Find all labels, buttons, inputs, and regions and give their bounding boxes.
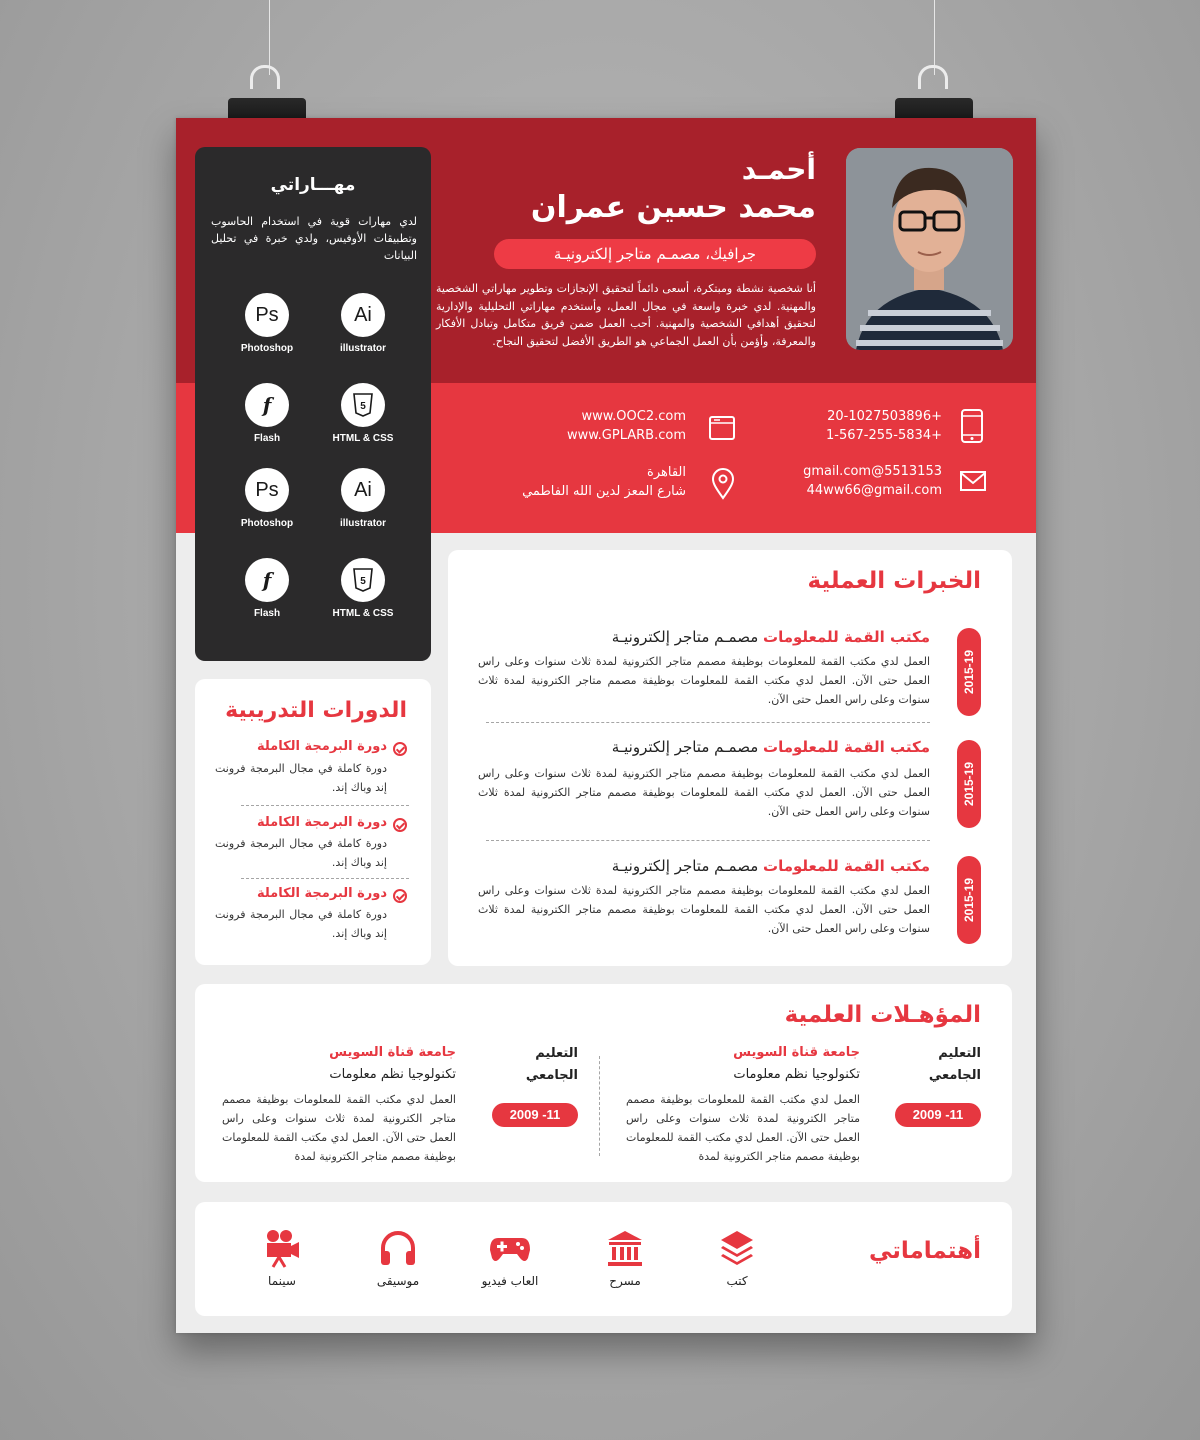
hanging-string-left xyxy=(269,0,270,75)
check-circle-icon xyxy=(393,889,407,903)
interest-label: مسرح xyxy=(609,1274,641,1288)
courses-card xyxy=(195,679,431,965)
course-name: دورة البرمجة الكاملة xyxy=(256,815,387,830)
hanging-string-right xyxy=(934,0,935,75)
interest-music xyxy=(353,1228,443,1288)
resume-paper xyxy=(176,118,1036,1333)
job-role: مصمـم متاجر إلكترونيـة xyxy=(611,628,759,646)
qualification-description: العمل لدي مكتب القمة للمعلومات بوظيفة مصمم متاجر الكترونية لمدة ثلاث سنوات وعلى راس العمل حتى الآن. العمل لدي مكتب القمة للمعلومات بوظيفة مصمم متاجر الكترونية لمدة xyxy=(222,1093,456,1163)
interest-cinema xyxy=(237,1228,327,1288)
skill-label: HTML & CSS xyxy=(332,433,394,444)
experience-years: 2015-19 xyxy=(957,740,981,828)
course-description: دورة كاملة في مجال البرمجة فرونت إند وباك إند. xyxy=(215,908,387,940)
binder-clip-wire-right xyxy=(918,65,948,89)
skill-label: HTML & CSS xyxy=(332,608,394,619)
address-city: القاهرة xyxy=(647,465,686,480)
major-name: تكنولوجيا نظم معلومات xyxy=(329,1067,456,1082)
experience-description: العمل لدي مكتب القمة للمعلومات بوظيفة مصمم متاجر الكترونية لمدة ثلاث سنوات وعلى راس العمل حتى الآن. العمل لدي مكتب القمة للمعلومات بوظيفة مصمم متاجر الكترونية لمدة ثلاث سنوات وعلى راس العمل حتى الآن. xyxy=(478,884,930,935)
svg-text:5: 5 xyxy=(360,576,366,587)
divider-vertical xyxy=(599,1056,600,1156)
interest-video-games xyxy=(465,1228,555,1288)
email-icon xyxy=(959,470,987,492)
email-2[interactable]: 44ww66@gmail.com xyxy=(806,483,942,498)
qualifications-title: المؤهـلات العلمية xyxy=(784,1002,981,1028)
html5-icon xyxy=(341,383,385,427)
layers-icon xyxy=(718,1228,756,1268)
skill-label: illustrator xyxy=(339,518,387,529)
experience-title: الخبرات العملية xyxy=(807,568,981,594)
illustrator-icon: Ai xyxy=(341,468,385,512)
divider xyxy=(486,722,930,723)
skill-photoshop xyxy=(217,468,317,529)
job-role: مصمـم متاجر إلكترونيـة xyxy=(611,857,759,875)
headphones-icon xyxy=(378,1228,418,1268)
email-1[interactable]: 5513153@gmail.com xyxy=(803,464,942,479)
skill-label: illustrator xyxy=(339,343,387,354)
check-circle-icon xyxy=(393,742,407,756)
phone-1[interactable]: +20-1027503896 xyxy=(827,409,942,424)
interests-title: أهتماماتي xyxy=(868,1238,981,1264)
divider xyxy=(241,805,409,806)
course-name: دورة البرمجة الكاملة xyxy=(256,886,387,901)
binder-clip-wire-left xyxy=(250,65,280,89)
job-role: مصمـم متاجر إلكترونيـة xyxy=(611,738,759,756)
phone-icon xyxy=(959,408,985,444)
qualification-description: العمل لدي مكتب القمة للمعلومات بوظيفة مصمم متاجر الكترونية لمدة ثلاث سنوات وعلى راس العمل حتى الآن. العمل لدي مكتب القمة للمعلومات بوظيفة مصمم متاجر الكترونية لمدة xyxy=(626,1093,860,1163)
check-circle-icon xyxy=(393,818,407,832)
bio-text: أنا شخصية نشطة ومبتكرة، أسعى دائماً لتحقيق الإنجازات وتطوير مهاراتي الشخصية والمهنية. لدي خبرة واسعة في مجال العمل، وأستخدم مهاراتي التحليلية والإدارية لتحقيق أهدافي الشخصية والمهنية. أحب العمل ضمن فريق متكامل وتبادل الأفكار والمعرفة، وأؤمن بأن العمل الجماعي هو الطريق الأفضل لتحقيق النجاح. xyxy=(436,282,816,348)
interest-theater xyxy=(580,1228,670,1288)
photoshop-icon: Ps xyxy=(245,468,289,512)
university-name: جامعة قناة السويس xyxy=(329,1045,456,1060)
skill-html-css xyxy=(313,383,413,444)
skill-photoshop xyxy=(217,293,317,354)
skill-label: Photoshop xyxy=(240,518,294,529)
experience-heading xyxy=(612,628,930,646)
website-1[interactable]: www.OOC2.com xyxy=(581,409,686,424)
skill-illustrator xyxy=(313,468,413,529)
flash-icon: f xyxy=(245,383,289,427)
divider xyxy=(486,840,930,841)
degree-label: التعليم الجامعي xyxy=(928,1046,981,1083)
skills-title: مهـــاراتي xyxy=(270,175,356,195)
illustrator-icon: Ai xyxy=(341,293,385,337)
job-title-badge: جرافيك، مصمـم متاجر إلكترونيـة xyxy=(494,239,816,269)
svg-text:5: 5 xyxy=(360,401,366,412)
interest-label: كتب xyxy=(726,1274,748,1288)
experience-years: 2015-19 xyxy=(957,628,981,716)
experience-heading xyxy=(612,857,930,875)
skill-illustrator xyxy=(313,293,413,354)
major-name: تكنولوجيا نظم معلومات xyxy=(733,1067,860,1082)
skills-panel xyxy=(195,147,431,661)
address-street: شارع المعز لدين الله الفاطمي xyxy=(522,484,686,499)
full-name: محمد حسين عمران xyxy=(530,190,816,225)
location-pin-icon xyxy=(710,468,736,500)
interest-label: العاب فيديو xyxy=(481,1274,539,1288)
experience-years: 2015-19 xyxy=(957,856,981,944)
skill-label: Flash xyxy=(253,608,281,619)
degree-label: التعليم الجامعي xyxy=(525,1046,578,1083)
interest-label: سينما xyxy=(268,1274,296,1288)
experience-description: العمل لدي مكتب القمة للمعلومات بوظيفة مصمم متاجر الكترونية لمدة ثلاث سنوات وعلى راس العمل حتى الآن. العمل لدي مكتب القمة للمعلومات بوظيفة مصمم متاجر الكترونية لمدة ثلاث سنوات وعلى راس العمل حتى الآن. xyxy=(478,655,930,706)
flash-icon: f xyxy=(245,558,289,602)
html5-icon xyxy=(341,558,385,602)
university-name: جامعة قناة السويس xyxy=(733,1045,860,1060)
theater-icon xyxy=(605,1228,645,1268)
courses-title: الدورات التدريبية xyxy=(225,698,407,723)
qualification-years: 2009 -11 xyxy=(492,1103,578,1127)
skill-label: Flash xyxy=(253,433,281,444)
website-2[interactable]: www.GPLARB.com xyxy=(566,428,686,443)
skill-label: Photoshop xyxy=(240,343,294,354)
experience-card xyxy=(448,550,1012,966)
phone-2[interactable]: +1-567-255-5834 xyxy=(826,428,942,443)
course-description: دورة كاملة في مجال البرمجة فرونت إند وباك إند. xyxy=(215,762,387,794)
profile-photo xyxy=(846,148,1013,350)
interest-books xyxy=(692,1228,782,1288)
camera-icon xyxy=(262,1228,302,1268)
company-name: مكتب القمة للمعلومات xyxy=(763,628,930,646)
skills-description: لدي مهارات قوية في استخدام الحاسوب وتطبيقات الأوفيس، ولدي خبرة في تحليل البيانات xyxy=(211,215,417,262)
experience-heading xyxy=(612,738,930,756)
browser-icon xyxy=(708,415,736,441)
interests-card xyxy=(195,1202,1012,1316)
qualifications-card xyxy=(195,984,1012,1182)
divider xyxy=(241,878,409,879)
experience-description: العمل لدي مكتب القمة للمعلومات بوظيفة مصمم متاجر الكترونية لمدة ثلاث سنوات وعلى راس العمل حتى الآن. العمل لدي مكتب القمة للمعلومات بوظيفة مصمم متاجر الكترونية لمدة ثلاث سنوات وعلى راس العمل حتى الآن. xyxy=(478,767,930,818)
company-name: مكتب القمة للمعلومات xyxy=(763,857,930,875)
interest-label: موسيقى xyxy=(376,1274,420,1288)
company-name: مكتب القمة للمعلومات xyxy=(763,738,930,756)
skill-flash xyxy=(217,383,317,444)
qualification-years: 2009 -11 xyxy=(895,1103,981,1127)
photoshop-icon: Ps xyxy=(245,293,289,337)
course-description: دورة كاملة في مجال البرمجة فرونت إند وباك إند. xyxy=(215,837,387,869)
skill-flash xyxy=(217,558,317,619)
first-name: أحمـد xyxy=(741,153,816,186)
course-name: دورة البرمجة الكاملة xyxy=(256,739,387,754)
skill-html-css xyxy=(313,558,413,619)
gamepad-icon xyxy=(488,1228,532,1268)
